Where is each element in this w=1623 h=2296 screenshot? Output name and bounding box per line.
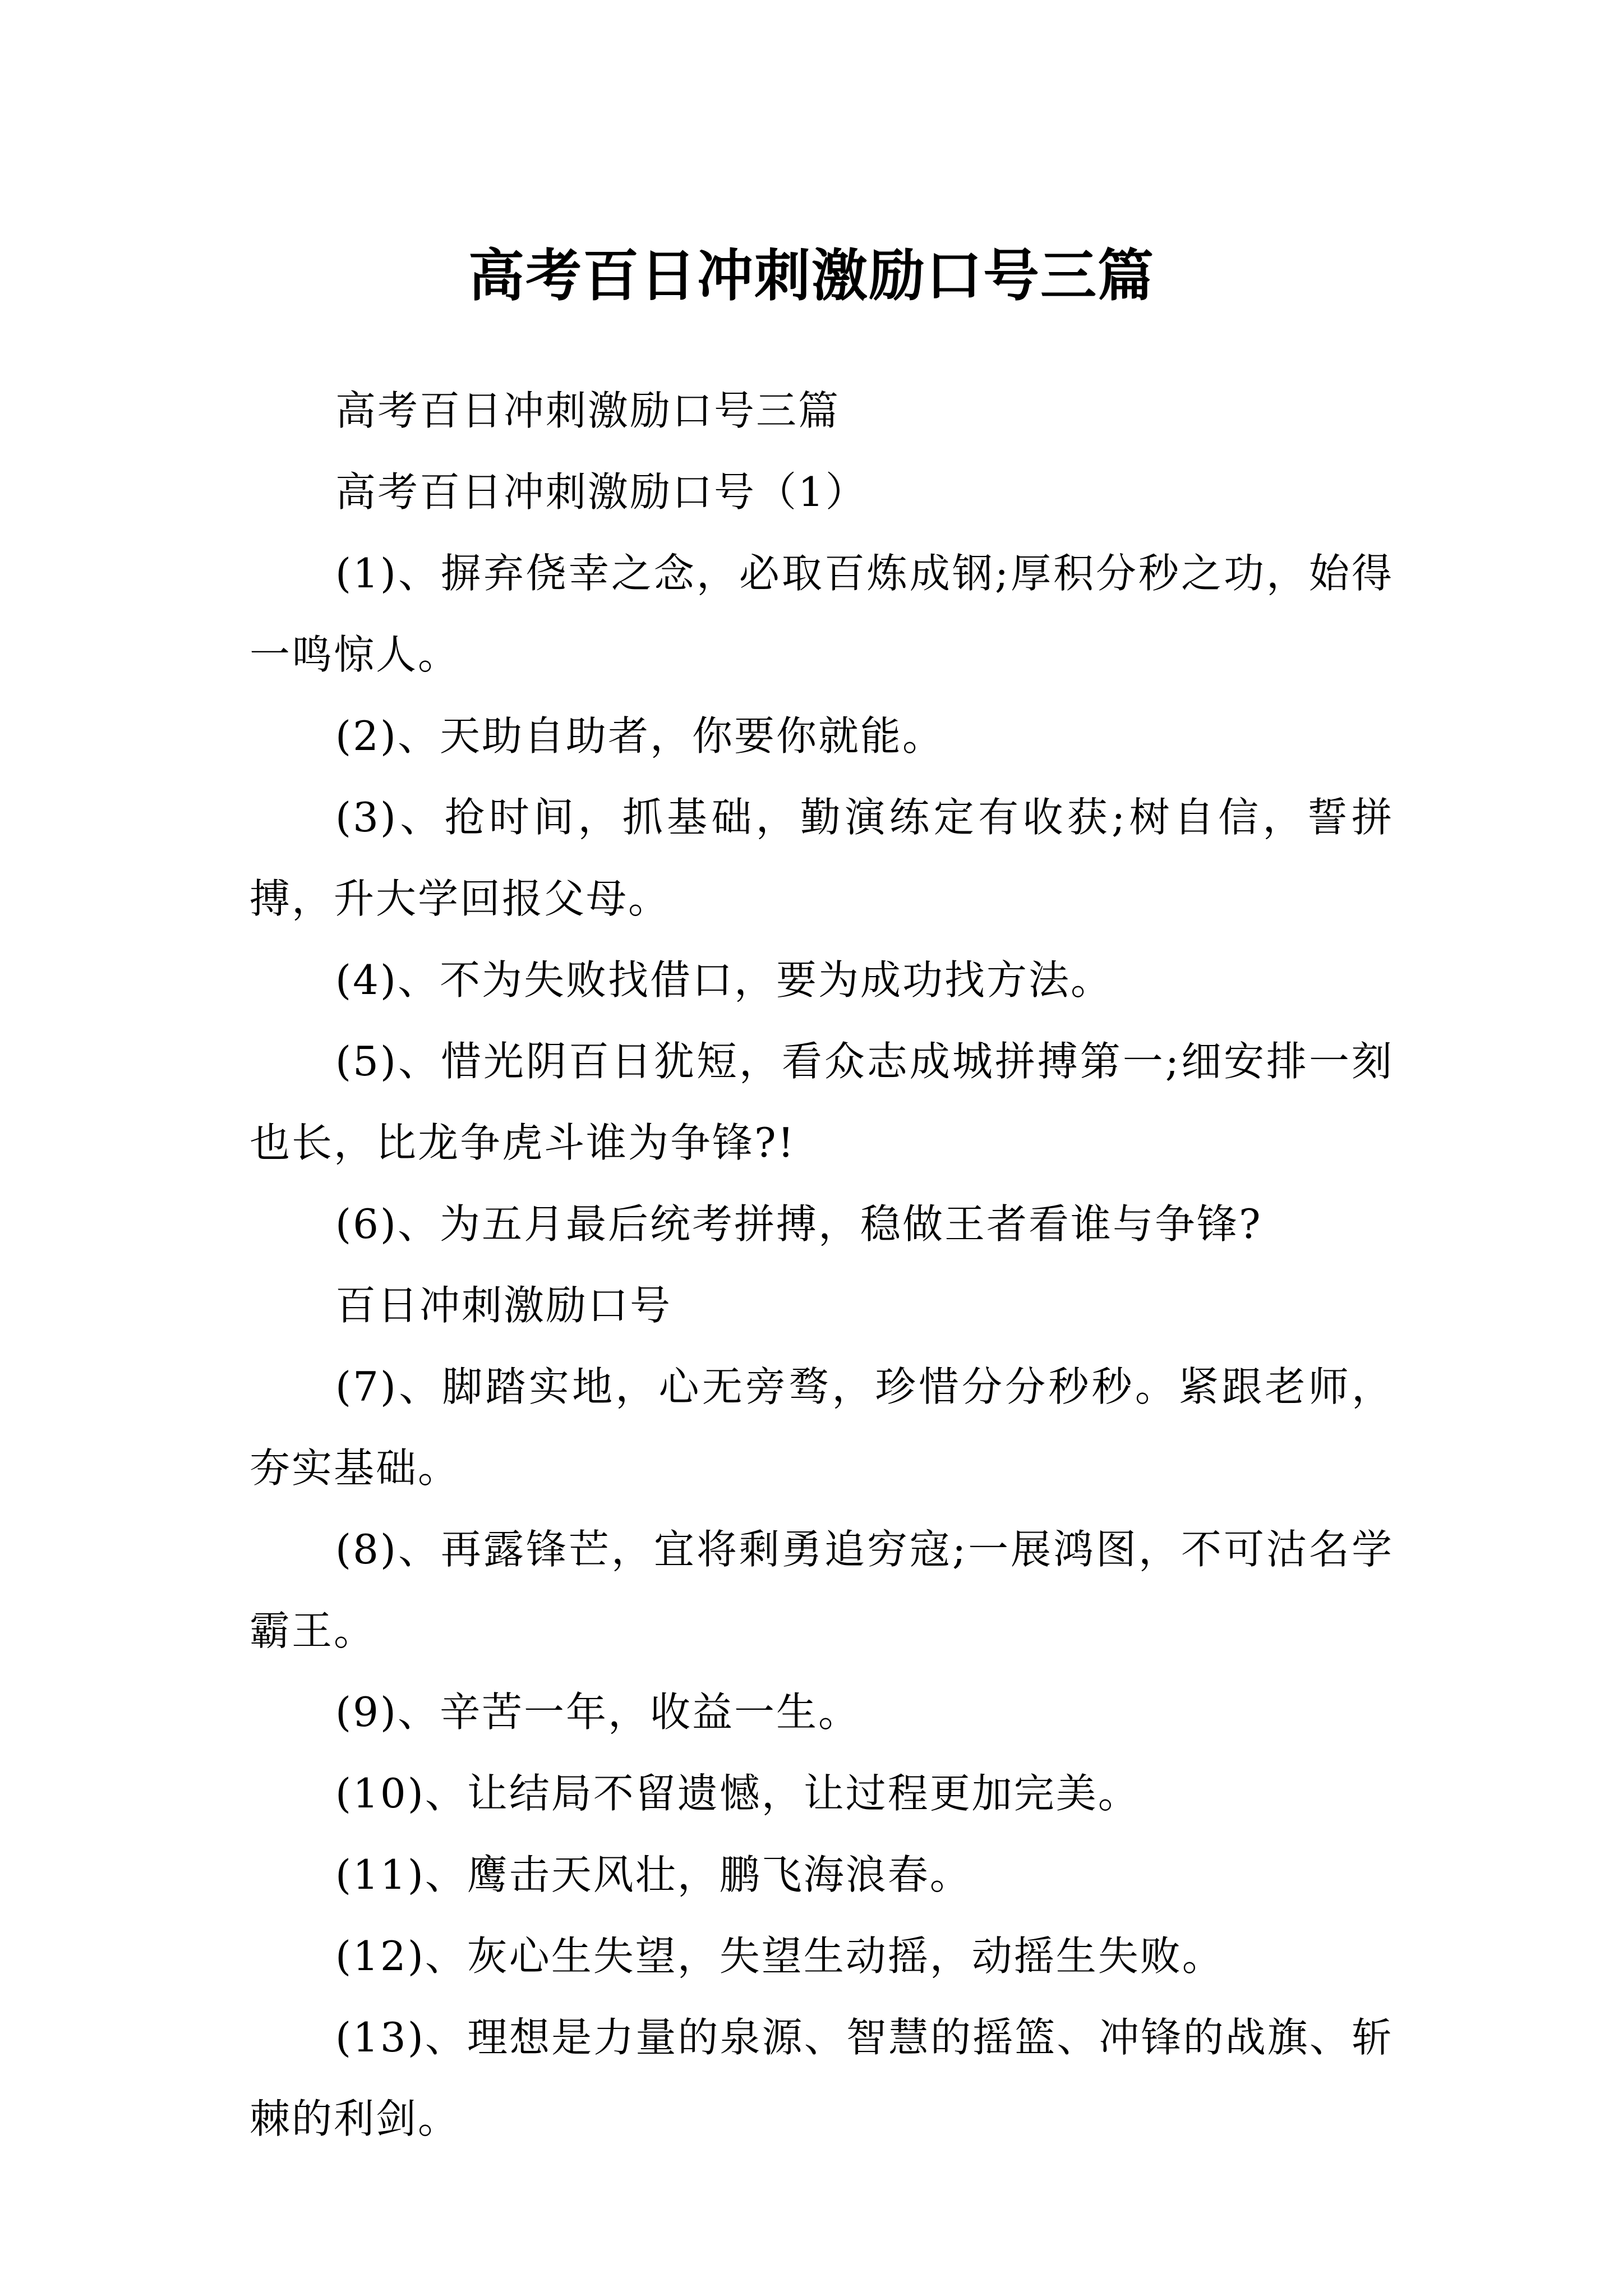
paragraph-section-heading: 高考百日冲刺激励口号（1） (335, 468, 868, 516)
slogan-item: (4)、不为失败找借口，要为成功找方法。 (335, 956, 1113, 1004)
slogan-item: (3)、抢时间，抓基础，勤演练定有收获;树自信，誓拼搏，升大学回报父母。 (250, 794, 1394, 922)
document-title: 高考百日冲刺激励口号三篇 (468, 243, 1155, 309)
slogan-item: (12)、灰心生失望，失望生动摇，动摇生失败。 (335, 1932, 1224, 1980)
slogan-item: (6)、为五月最后统考拼搏，稳做王者看谁与争锋? (335, 1200, 1262, 1248)
slogan-item: (13)、理想是力量的泉源、智慧的摇篮、冲锋的战旗、斩棘的利剑。 (250, 2014, 1394, 2142)
slogan-item: (9)、辛苦一年，收益一生。 (335, 1688, 860, 1736)
slogan-item: (5)、惜光阴百日犹短，看众志成城拼搏第一;细安排一刻也长，比龙争虎斗谁为争锋?! (250, 1038, 1394, 1166)
slogan-item: (8)、再露锋芒，宜将剩勇追穷寇;一展鸿图，不可沽名学霸王。 (250, 1526, 1394, 1654)
slogan-item: (1)、摒弃侥幸之念，必取百炼成钢;厚积分秒之功，始得一鸣惊人。 (250, 550, 1394, 678)
slogan-item: (7)、脚踏实地，心无旁骛，珍惜分分秒秒。紧跟老师，夯实基础。 (250, 1363, 1394, 1492)
slogan-item: (11)、鹰击天风壮，鹏飞海浪春。 (335, 1851, 972, 1898)
slogan-item: (10)、让结局不留遗憾，让过程更加完美。 (335, 1770, 1140, 1817)
paragraph-heading: 高考百日冲刺激励口号三篇 (335, 387, 841, 434)
slogan-item: (2)、天助自助者，你要你就能。 (335, 712, 944, 760)
document-body (250, 370, 1394, 2160)
paragraph-section-heading: 百日冲刺激励口号 (335, 1282, 672, 1329)
